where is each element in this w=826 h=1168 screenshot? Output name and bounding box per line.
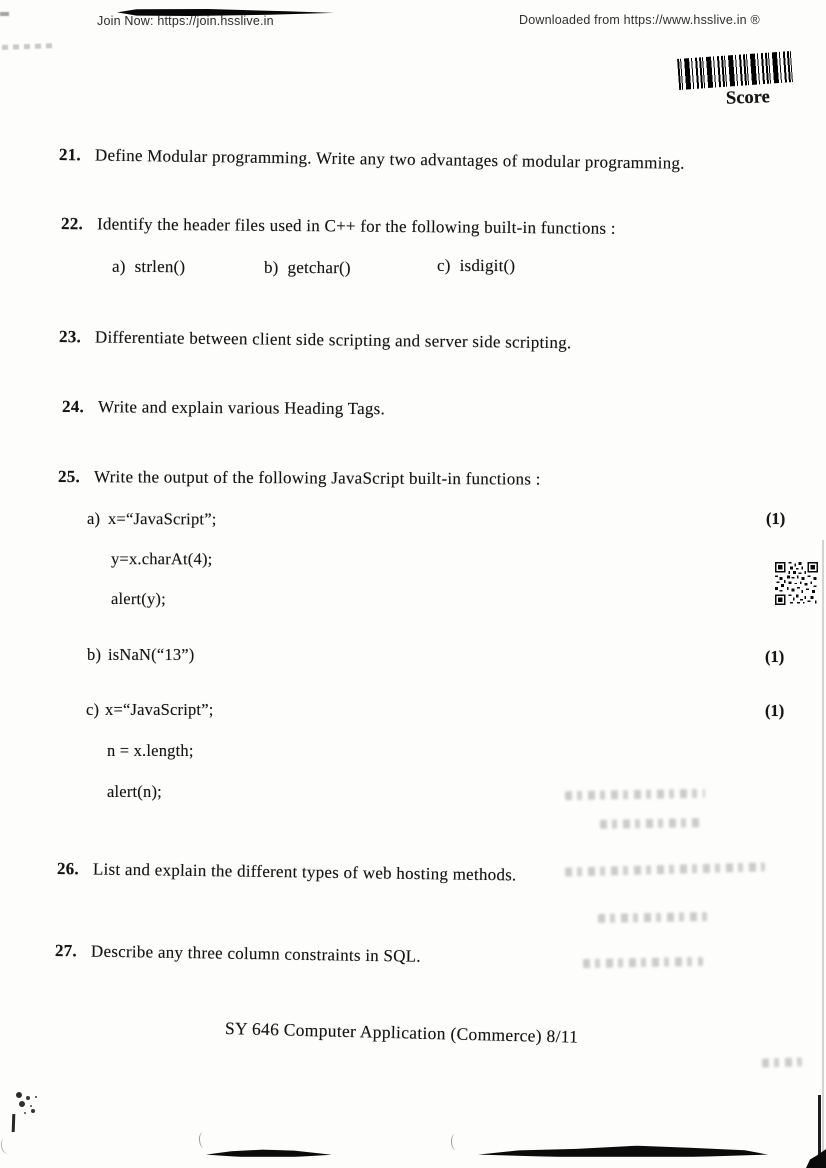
question-27-text: Describe any three column constraints in SQL. (90, 941, 422, 966)
scan-artifact-bottom-streak (478, 1145, 768, 1157)
question-22c-text: isdigit() (459, 255, 516, 276)
question-27 (55, 941, 421, 967)
question-24 (62, 397, 385, 419)
bleed-through-artifact (598, 912, 708, 923)
question-25b-line1: isNaN(“13”) (108, 645, 195, 664)
question-25c-line3: alert(n); (107, 782, 162, 801)
scan-artifact-tick (12, 1114, 15, 1132)
question-22b (264, 258, 351, 278)
question-25c-label: c) (86, 700, 100, 719)
question-22b-label: b) (263, 257, 279, 277)
question-23 (59, 327, 572, 353)
question-25b-marks: (1) (765, 647, 785, 666)
question-24-number: 24. (61, 397, 85, 417)
question-22a (112, 257, 185, 277)
question-22c-label: c) (436, 255, 451, 275)
question-26 (57, 859, 517, 885)
question-22-text: Identify the header files used in C++ for the following built-in functions : (96, 214, 616, 238)
scan-artifact-corner (806, 1149, 826, 1168)
question-25a-label: a) (87, 509, 101, 528)
bleed-through-artifact (565, 789, 705, 800)
question-24-text: Write and explain various Heading Tags. (97, 397, 386, 419)
question-22a-text: strlen() (134, 256, 186, 277)
score-label: Score (725, 87, 771, 109)
question-25a-line1: x=“JavaScript”; (107, 509, 217, 529)
join-now-link[interactable]: Join Now: https://join.hsslive.in (97, 14, 274, 28)
scan-artifact-top-left-dashes (2, 43, 56, 50)
question-23-number: 23. (58, 327, 82, 347)
downloaded-from-link[interactable]: Downloaded from https://www.hsslive.in ® (519, 13, 760, 27)
question-25a-line2: y=x.charAt(4); (110, 549, 213, 569)
question-26-number: 26. (56, 859, 80, 879)
footer-paper-code: SY 646 Computer Application (Commerce) 8/11 (224, 1018, 579, 1047)
question-25c-marks: (1) (765, 701, 785, 720)
question-21 (59, 145, 685, 174)
question-27-number: 27. (54, 941, 78, 961)
question-25b-label: b) (87, 645, 102, 664)
question-26-text: List and explain the different types of web hosting methods. (92, 859, 517, 885)
scan-artifact-mark (198, 1132, 208, 1149)
question-25-number: 25. (57, 467, 81, 487)
scan-artifact-top-left-dot (0, 12, 9, 16)
question-25 (58, 467, 541, 490)
scan-artifact-ink-splatter (16, 1092, 22, 1098)
question-25c-line1: x=“JavaScript”; (105, 700, 214, 719)
question-25a-marks: (1) (766, 509, 786, 528)
scan-artifact-right-edge (822, 540, 824, 1168)
question-23-text: Differentiate between client side scripting and server side scripting. (94, 327, 572, 353)
question-25-text: Write the output of the following JavaScript built-in functions : (93, 467, 541, 489)
question-22-number: 22. (60, 214, 84, 234)
question-22a-label: a) (111, 256, 126, 276)
scan-artifact-mark (451, 1134, 461, 1150)
question-22b-text: getchar() (287, 257, 351, 278)
bleed-through-artifact (762, 1057, 802, 1067)
bleed-through-artifact (565, 862, 765, 876)
question-22c (437, 256, 515, 276)
question-25c-line2: n = x.length; (107, 741, 194, 760)
bleed-through-artifact (583, 957, 703, 968)
scan-artifact-mark (0, 1137, 14, 1155)
bleed-through-artifact (600, 818, 700, 829)
question-22 (61, 214, 616, 239)
scan-artifact-bottom-streak (206, 1149, 332, 1157)
question-25a-line3: alert(y); (110, 589, 166, 609)
question-21-text: Define Modular programming. Write any two advantages of modular programming. (94, 145, 685, 173)
question-21-number: 21. (58, 145, 82, 165)
barcode (677, 51, 793, 90)
qr-code (775, 562, 818, 605)
